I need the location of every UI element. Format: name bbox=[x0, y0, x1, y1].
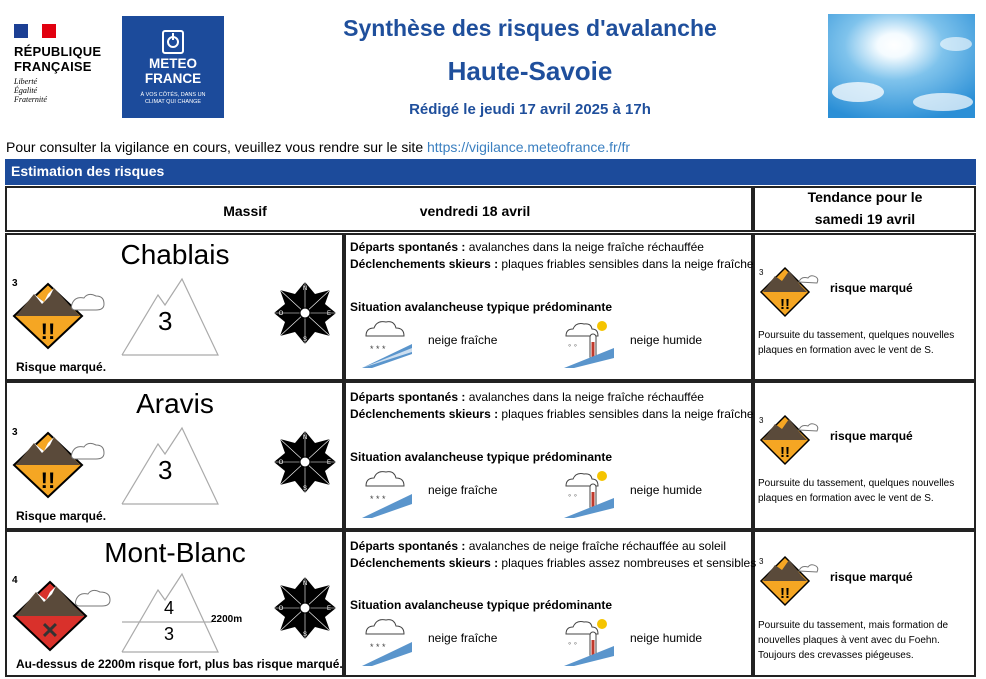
french-flag-icon bbox=[14, 24, 56, 38]
rose-n: N bbox=[302, 581, 308, 587]
col-day: vendredi 18 avril bbox=[419, 203, 531, 219]
skier-text: plaques friables sensibles dans la neige fraîche bbox=[501, 407, 754, 421]
rose-n: N bbox=[302, 435, 308, 441]
trigger-description bbox=[350, 389, 754, 423]
meteo-france-logo bbox=[122, 16, 224, 118]
fresh-snow-label: neige fraîche bbox=[428, 483, 498, 497]
rose-e: E bbox=[326, 460, 332, 466]
upper-risk-value: 4 bbox=[164, 598, 175, 618]
risk-level-number: 3 bbox=[12, 427, 18, 438]
meteo-line1: METEO bbox=[148, 56, 197, 71]
col-trend-2: samedi 19 avril bbox=[814, 211, 916, 227]
risk-4-pictogram-icon bbox=[12, 580, 117, 652]
rose-e: E bbox=[326, 311, 332, 317]
motto-fraternite: Fraternité bbox=[14, 95, 47, 104]
wet-snow-icon bbox=[564, 468, 614, 518]
risk-text: Au-dessus de 2200m risque fort, plus bas risque marqué. bbox=[16, 657, 343, 671]
region-title: Haute-Savoie bbox=[447, 56, 613, 86]
consult-text: Pour consulter la vigilance en cours, bbox=[6, 139, 231, 155]
massif-name: Mont-Blanc bbox=[104, 537, 246, 568]
wet-snow-icon bbox=[564, 616, 614, 666]
fresh-snow-icon bbox=[362, 468, 412, 518]
skier-label: Déclenchements skieurs : bbox=[350, 556, 499, 570]
spont-label: Départs spontanés : bbox=[350, 539, 466, 553]
rose-o: O bbox=[278, 460, 284, 466]
sky-sun-image bbox=[828, 14, 975, 118]
trend-description: Poursuite du tassement, quelques nouvelles plaques en formation avec le vent de S. bbox=[758, 330, 955, 356]
republic-line1: RÉPUBLIQUE bbox=[14, 44, 102, 59]
republic-line2: FRANÇAISE bbox=[14, 59, 92, 74]
compass-rose-icon bbox=[272, 280, 338, 346]
col-trend-1: Tendance pour le bbox=[807, 189, 923, 205]
compass-rose-icon bbox=[272, 429, 338, 495]
meteo-tagline-1: À VOS CÔTÉS, DANS UN bbox=[140, 92, 206, 98]
trigger-description bbox=[350, 538, 756, 572]
trend-description: Poursuite du tassement, mais formation de nouvelles plaques à vent avec du Foehn. Toujours des crevasses piégeuses. bbox=[758, 620, 949, 661]
trend-risk-3-icon bbox=[759, 555, 819, 607]
republique-francaise-logo bbox=[14, 24, 114, 104]
skier-text: plaques friables assez nombreuses et sensibles bbox=[501, 556, 757, 570]
rose-n: N bbox=[302, 286, 308, 292]
rose-s: S bbox=[302, 337, 308, 343]
svg-text:◦ ◦: ◦ ◦ bbox=[568, 638, 577, 648]
trend-description: Poursuite du tassement, quelques nouvelles plaques en formation avec le vent de S. bbox=[758, 478, 955, 504]
risk-3-pictogram-icon bbox=[12, 282, 107, 350]
fresh-snow-icon bbox=[362, 616, 412, 666]
svg-text:!!: !! bbox=[780, 585, 790, 602]
fresh-snow-label: neige fraîche bbox=[428, 631, 498, 645]
compass-rose-icon bbox=[272, 575, 338, 641]
svg-text:!!: !! bbox=[780, 296, 790, 313]
svg-text:!!: !! bbox=[40, 319, 56, 344]
fresh-snow-label: neige fraîche bbox=[428, 333, 498, 347]
trend-risk-text: risque marqué bbox=[830, 429, 913, 443]
svg-text:✕: ✕ bbox=[40, 618, 60, 643]
trigger-description bbox=[350, 239, 754, 273]
meteo-france-emblem-icon bbox=[162, 30, 184, 54]
spont-text: avalanches de neige fraîche réchauffée au soleil bbox=[468, 539, 726, 553]
rose-s: S bbox=[302, 632, 308, 638]
situation-title: Situation avalancheuse typique prédominante bbox=[350, 450, 613, 464]
vigilance-link[interactable]: https://vigilance.meteofrance.fr/fr bbox=[427, 139, 631, 155]
trend-level-number: 3 bbox=[759, 557, 764, 566]
wet-snow-label: neige humide bbox=[630, 483, 703, 497]
trend-risk-3-icon bbox=[759, 414, 819, 466]
spont-text: avalanches dans la neige fraîche réchauffée bbox=[468, 240, 704, 254]
svg-text:* * *: * * * bbox=[370, 344, 386, 354]
page-title: Synthèse des risques d'avalanche bbox=[343, 15, 717, 41]
risk-3-pictogram-icon bbox=[12, 431, 107, 499]
mountain-risk-value: 3 bbox=[158, 306, 173, 336]
svg-text:◦ ◦: ◦ ◦ bbox=[568, 490, 577, 500]
massif-name: Aravis bbox=[136, 388, 214, 419]
rose-o: O bbox=[278, 606, 284, 612]
fresh-snow-icon bbox=[362, 318, 412, 368]
consult-text2: veuillez vous rendre sur le site bbox=[230, 139, 427, 155]
situation-title: Situation avalancheuse typique prédominante bbox=[350, 598, 613, 612]
motto-liberte: Liberté bbox=[14, 77, 38, 86]
wet-snow-label: neige humide bbox=[630, 631, 703, 645]
risk-estimation-band: Estimation des risques bbox=[5, 159, 976, 185]
risk-text: Risque marqué. bbox=[16, 360, 107, 374]
svg-text:* * *: * * * bbox=[370, 494, 386, 504]
trend-risk-text: risque marqué bbox=[830, 281, 913, 295]
svg-text:◦ ◦: ◦ ◦ bbox=[568, 340, 577, 350]
rose-o: O bbox=[278, 311, 284, 317]
risk-text: Risque marqué. bbox=[16, 509, 107, 523]
rose-e: E bbox=[326, 606, 332, 612]
risk-level-number: 3 bbox=[12, 278, 18, 289]
spont-label: Départs spontanés : bbox=[350, 390, 466, 404]
svg-text:!!: !! bbox=[40, 468, 56, 493]
meteo-tagline-2: CLIMAT QUI CHANGE bbox=[144, 99, 202, 105]
trend-level-number: 3 bbox=[759, 268, 764, 277]
massif-name: Chablais bbox=[120, 239, 230, 270]
svg-text:!!: !! bbox=[780, 444, 790, 461]
situation-title: Situation avalancheuse typique prédominante bbox=[350, 300, 613, 314]
meteo-line2: FRANCE bbox=[144, 71, 202, 86]
trend-level-number: 3 bbox=[759, 416, 764, 425]
skier-label: Déclenchements skieurs : bbox=[350, 257, 499, 271]
written-date: Rédigé le jeudi 17 avril 2025 à 17h bbox=[409, 101, 651, 118]
skier-text: plaques friables sensibles dans la neige fraîche bbox=[501, 257, 754, 271]
risk-level-number: 4 bbox=[12, 575, 18, 586]
col-massif: Massif bbox=[223, 203, 267, 219]
svg-text:* * *: * * * bbox=[370, 642, 386, 652]
motto-egalite: Égalité bbox=[14, 86, 38, 95]
spont-text: avalanches dans la neige fraîche réchauffée bbox=[468, 390, 704, 404]
table-header-main bbox=[5, 186, 753, 232]
wet-snow-label: neige humide bbox=[630, 333, 703, 347]
trend-risk-text: risque marqué bbox=[830, 570, 913, 584]
lower-risk-value: 3 bbox=[164, 624, 175, 644]
rose-s: S bbox=[302, 486, 308, 492]
trend-risk-3-icon bbox=[759, 266, 819, 318]
spont-label: Départs spontanés : bbox=[350, 240, 466, 254]
vigilance-notice bbox=[6, 139, 630, 155]
skier-label: Déclenchements skieurs : bbox=[350, 407, 499, 421]
altitude-limit: 2200m bbox=[211, 614, 243, 625]
mountain-risk-value: 3 bbox=[158, 455, 173, 485]
wet-snow-icon bbox=[564, 318, 614, 368]
